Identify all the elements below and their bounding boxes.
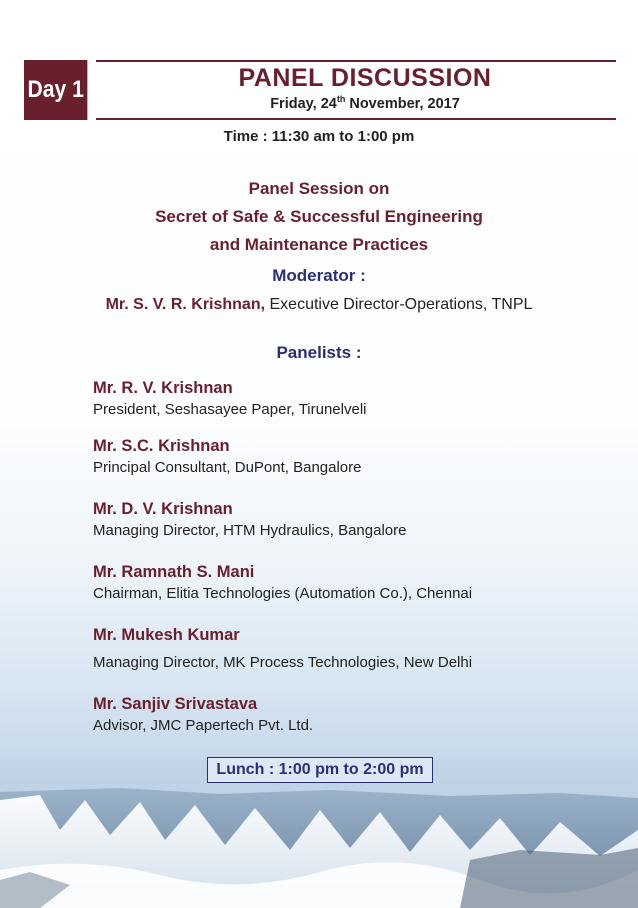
panelist-name: Mr. Mukesh Kumar [93, 626, 240, 644]
moderator-role: Executive Director-Operations, TNPL [265, 296, 533, 313]
header-bottom-rule [96, 118, 616, 120]
session-line-2: Secret of Safe & Successful Engineering [155, 207, 483, 226]
panelists-heading: Panelists : [276, 343, 362, 362]
panelist-desc: President, Seshasayee Paper, Tirunelveli [93, 401, 367, 418]
panelist-desc: Managing Director, MK Process Technologies, New Delhi [93, 654, 473, 671]
lunch-time-box: Lunch : 1:00 pm to 2:00 pm [207, 757, 433, 783]
panelist-item [93, 624, 613, 674]
session-line-3: and Maintenance Practices [209, 235, 429, 254]
moderator-heading: Moderator : [272, 266, 366, 285]
header-top-rule [96, 60, 616, 62]
panelist-desc: Managing Director, HTM Hydraulics, Bangalore [93, 522, 407, 539]
panelist-desc: Principal Consultant, DuPont, Bangalore [93, 459, 362, 476]
panelist-item [93, 435, 613, 479]
panelist-name: Mr. R. V. Krishnan [93, 379, 233, 397]
panelist-name: Mr. Ramnath S. Mani [93, 563, 255, 581]
moderator-info [0, 296, 638, 314]
panelist-desc: Advisor, JMC Papertech Pvt. Ltd. [93, 717, 314, 734]
panelist-item [93, 561, 613, 605]
panelist-name: Mr. Sanjiv Srivastava [93, 695, 258, 713]
panelist-item [93, 693, 613, 737]
panelist-item [93, 377, 613, 421]
session-time: Time : 11:30 am to 1:00 pm [223, 128, 415, 145]
panelist-name: Mr. S.C. Krishnan [93, 437, 230, 455]
event-date: Friday, 24th November, 2017 [270, 94, 460, 112]
header-banner [24, 60, 616, 120]
day-badge: Day 1 [24, 60, 87, 120]
panelist-name: Mr. D. V. Krishnan [93, 500, 233, 518]
page-title: PANEL DISCUSSION [238, 64, 492, 92]
session-line-1: Panel Session on [248, 179, 390, 198]
moderator-name: Mr. S. V. R. Krishnan, [105, 296, 266, 313]
session-title [0, 175, 638, 259]
panelist-item [93, 498, 613, 542]
panelist-desc: Chairman, Elitia Technologies (Automation Co.), Chennai [93, 585, 473, 602]
